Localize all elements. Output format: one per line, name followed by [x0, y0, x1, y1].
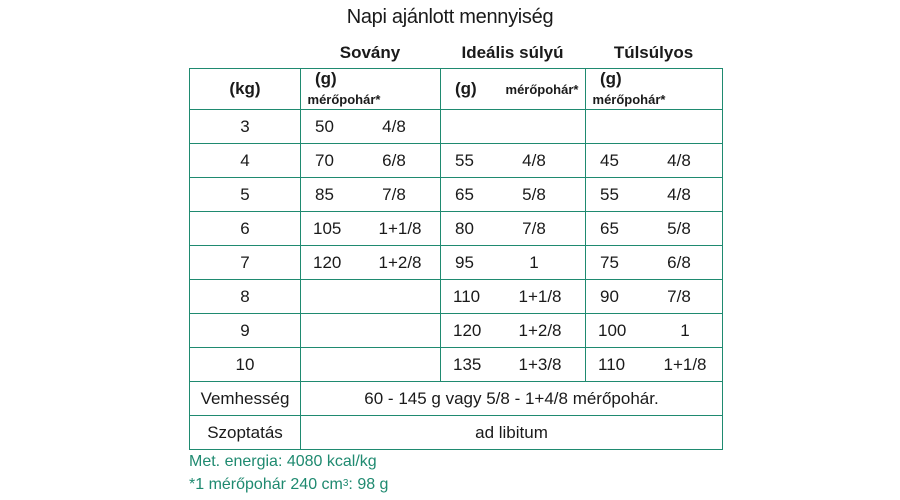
footnotes: [189, 450, 388, 498]
special-value: ad libitum: [301, 416, 723, 450]
cup-value: 4/8: [382, 116, 406, 136]
grams-value: 90: [600, 286, 619, 306]
group-cell: [586, 348, 723, 382]
header-group-cell: [586, 69, 723, 110]
cup-value: 4/8: [522, 150, 546, 170]
grams-value: 45: [600, 150, 619, 170]
grams-value: 85: [315, 184, 334, 204]
cup-value: 7/8: [522, 218, 546, 238]
group-cell: [441, 110, 586, 144]
table-header-row: [190, 69, 723, 110]
cup-note-value: : 98 g: [348, 476, 389, 493]
cup-note: [189, 473, 388, 498]
header-cup: mérőpohár*: [307, 92, 381, 107]
weight-cell: 4: [190, 144, 301, 178]
cup-value: 1+3/8: [518, 354, 562, 374]
group-cell: [441, 178, 586, 212]
cup-value: 7/8: [667, 286, 691, 306]
cup-value: 4/8: [667, 184, 691, 204]
header-grams: (g): [600, 69, 622, 88]
group-cell: [586, 212, 723, 246]
group-cell: [586, 246, 723, 280]
cup-value: 1+1/8: [378, 218, 422, 238]
group-cell: [586, 280, 723, 314]
group-header-tulsulyos: Túlsúlyos: [613, 43, 694, 62]
group-header-idealis: Ideális súlyú: [461, 43, 564, 62]
grams-value: 65: [455, 184, 474, 204]
header-grams: (g): [455, 79, 477, 98]
special-row: [190, 382, 723, 416]
grams-value: 55: [600, 184, 619, 204]
cup-value: 1+2/8: [518, 320, 562, 340]
group-cell: [586, 144, 723, 178]
group-cell: [301, 178, 441, 212]
group-cell: [441, 280, 586, 314]
header-weight: (kg): [190, 69, 301, 110]
cup-value: 7/8: [382, 184, 406, 204]
header-group-cell: [441, 69, 586, 110]
weight-cell: 6: [190, 212, 301, 246]
group-cell: [441, 314, 586, 348]
header-group-cell: [301, 69, 441, 110]
grams-value: 80: [455, 218, 474, 238]
grams-value: 120: [313, 252, 342, 272]
special-value: 60 - 145 g vagy 5/8 - 1+4/8 mérőpohár.: [301, 382, 723, 416]
group-cell: [301, 144, 441, 178]
group-cell: [301, 212, 441, 246]
weight-cell: 8: [190, 280, 301, 314]
grams-value: 95: [455, 252, 474, 272]
table-row: [190, 280, 723, 314]
weight-cell: 10: [190, 348, 301, 382]
group-cell: [586, 314, 723, 348]
grams-value: 135: [453, 354, 482, 374]
grams-value: 70: [315, 150, 334, 170]
group-cell: [301, 280, 441, 314]
cup-value: 1: [529, 252, 539, 272]
grams-value: 100: [598, 320, 627, 340]
weight-cell: 9: [190, 314, 301, 348]
group-cell: [301, 314, 441, 348]
weight-cell: 3: [190, 110, 301, 144]
header-grams: (g): [315, 69, 337, 88]
table-row: [190, 110, 723, 144]
grams-value: 120: [453, 320, 482, 340]
cup-value: 4/8: [667, 150, 691, 170]
group-cell: [441, 348, 586, 382]
cup-value: 1+1/8: [518, 286, 562, 306]
group-cell: [301, 348, 441, 382]
weight-cell: 7: [190, 246, 301, 280]
table-row: [190, 178, 723, 212]
page-title: Napi ajánlott mennyiség: [346, 6, 554, 28]
cup-note-text: *1 mérőpohár 240 cm: [189, 476, 343, 493]
feeding-table: [189, 68, 723, 450]
grams-value: 65: [600, 218, 619, 238]
group-cell: [586, 110, 723, 144]
table-row: [190, 144, 723, 178]
group-cell: [586, 178, 723, 212]
cup-value: 6/8: [667, 252, 691, 272]
table-row: [190, 314, 723, 348]
cup-value: 1+1/8: [663, 354, 707, 374]
cup-value: 1: [680, 320, 690, 340]
cup-value: 6/8: [382, 150, 406, 170]
group-cell: [441, 246, 586, 280]
special-label: Szoptatás: [190, 416, 301, 450]
table-row: [190, 246, 723, 280]
group-cell: [301, 110, 441, 144]
grams-value: 75: [600, 252, 619, 272]
group-cell: [441, 144, 586, 178]
grams-value: 105: [313, 218, 342, 238]
table-row: [190, 212, 723, 246]
grams-value: 110: [453, 286, 481, 306]
grams-value: 55: [455, 150, 474, 170]
weight-cell: 5: [190, 178, 301, 212]
header-cup: mérőpohár*: [505, 82, 579, 97]
special-row: [190, 416, 723, 450]
grams-value: 50: [315, 116, 334, 136]
group-cell: [441, 212, 586, 246]
special-label: Vemhesség: [190, 382, 301, 416]
cup-value: 5/8: [522, 184, 546, 204]
group-cell: [301, 246, 441, 280]
table-row: [190, 348, 723, 382]
energy-note: Met. energia: 4080 kcal/kg: [189, 453, 377, 470]
cup-value: 1+2/8: [378, 252, 422, 272]
grams-value: 110: [598, 354, 626, 374]
header-cup: mérőpohár*: [592, 92, 666, 107]
cup-value: 5/8: [667, 218, 691, 238]
cup-note-superscript: 3: [342, 478, 349, 489]
group-header-sovany: Sovány: [339, 43, 401, 62]
